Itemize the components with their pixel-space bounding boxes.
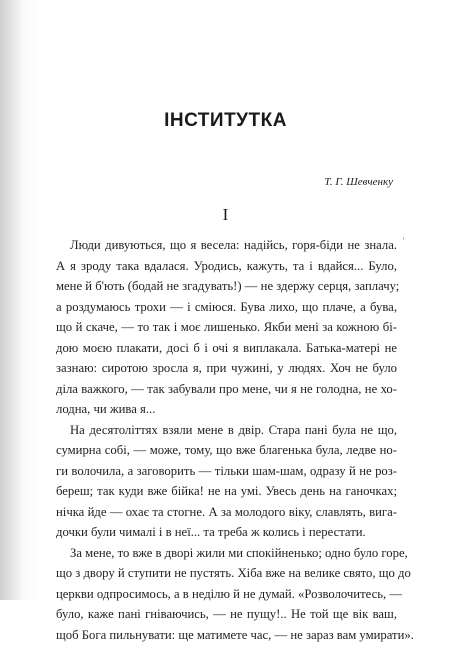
dedication: Т. Г. Шевченку [324, 176, 393, 188]
page-title: ІНСТИТУТКА [0, 110, 451, 132]
text-line: дочки були чималі і в неї... та треба ж колись і перестати. [56, 522, 397, 543]
body-text [56, 235, 397, 645]
chapter-number: I [0, 205, 451, 225]
text-line: церкви одпросимось, а в неділю й не думай. «Розволочитесь, — [56, 584, 397, 605]
text-line: За мене, то вже в дворі жили ми спокійненько; одно було горе, [56, 543, 397, 564]
text-line: було, каже пані гніваючись, — не пущу!.. Не той ще вік ваш, [56, 604, 397, 625]
text-line: мене й б'ють (бодай не згадувать!) — не здержу серця, заплачу; [56, 276, 397, 297]
text-line: лодна, чи жива я... [56, 399, 397, 420]
text-line: а роздумаюсь трохи — і сміюся. Бува лихо, що плаче, а бува, [56, 297, 397, 318]
text-line: дою моєю плакати, досі б і очі я виплакала. Батька-матері не [56, 338, 397, 359]
text-line: що й скаче, — то так і моє лишенько. Якби мені за кожною бі- [56, 317, 397, 338]
text-line: А я зроду така вдалася. Уродись, кажуть, та і вдайся... Було, [56, 256, 397, 277]
text-line: нічка йде — охає та стогне. А за молодого віку, славлять, вига- [56, 502, 397, 523]
text-line: що з двору й ступити не пустять. Хіба вже на велике свято, що до [56, 563, 397, 584]
text-line: На десятоліттях взяли мене в двір. Стара пані була не що, [56, 420, 397, 441]
text-line: береш; так куди вже бійка! не на умі. Увесь день на ганочках; [56, 481, 397, 502]
text-line: ги волочила, а заговорить — тільки шам-шам, одразу й не роз- [56, 461, 397, 482]
text-line: Люди дивуються, що я весела: надійсь, горя-біди не знала. [56, 235, 397, 256]
text-line: щоб Бога пильнувати: ще матимете час, — не зараз вам умирати». [56, 625, 397, 645]
text-line: сумирна собі, — може, тому, що вже благенька була, ледве но- [56, 440, 397, 461]
margin-mark: ʼ [402, 236, 405, 246]
text-line: діла важкого, — так забували про мене, чи я не голодна, не хо- [56, 379, 397, 400]
text-line: зазнаю: сиротою зросла я, при чужині, у людях. Хоч не було [56, 358, 397, 379]
